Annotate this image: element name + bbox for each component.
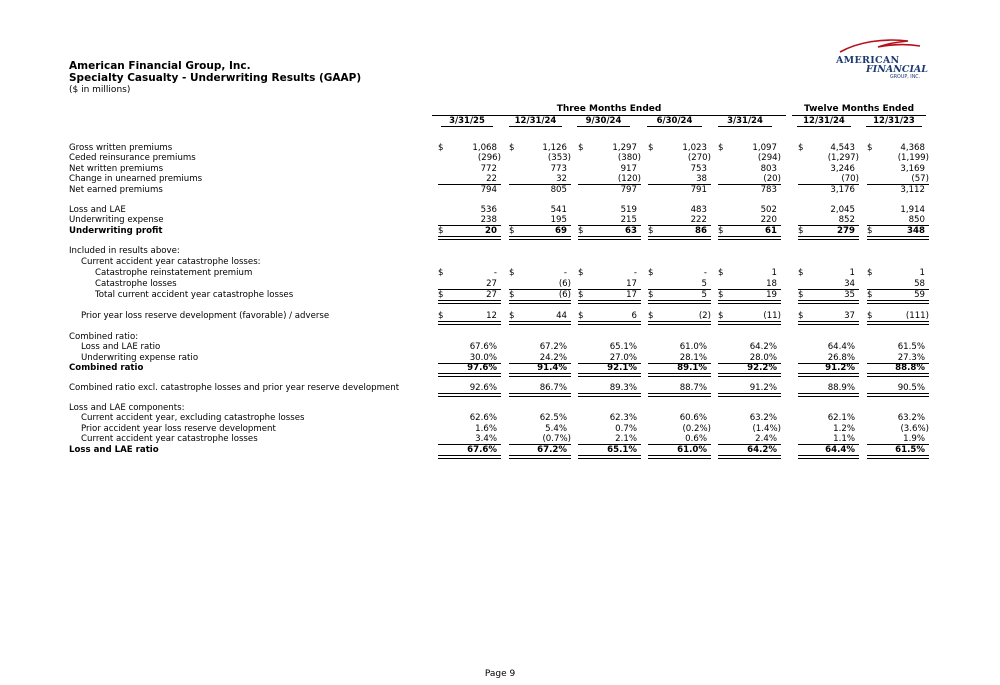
value-cell: 753 bbox=[690, 164, 707, 174]
value-cell: 27 bbox=[486, 279, 497, 289]
total-double-underline bbox=[578, 321, 641, 325]
currency-symbol: $ bbox=[648, 143, 654, 153]
value-cell: 3,112 bbox=[900, 185, 925, 195]
total-double-underline bbox=[867, 455, 929, 459]
total-double-underline bbox=[798, 300, 859, 304]
row-label: Current accident year catastrophe losses bbox=[81, 434, 258, 444]
currency-symbol: $ bbox=[867, 290, 873, 300]
currency-symbol: $ bbox=[867, 311, 873, 321]
value-cell: 20 bbox=[485, 226, 497, 236]
value-cell: 1,097 bbox=[752, 143, 777, 153]
total-double-underline bbox=[718, 321, 781, 325]
row-label: Included in results above: bbox=[69, 246, 180, 256]
table-row bbox=[0, 153, 1000, 164]
value-cell: 26.8% bbox=[827, 353, 855, 363]
currency-symbol: $ bbox=[648, 311, 654, 321]
row-label: Loss and LAE components: bbox=[69, 403, 185, 413]
value-cell: 536 bbox=[480, 205, 497, 215]
value-cell: 783 bbox=[760, 185, 777, 195]
column-header: 3/31/25 bbox=[449, 116, 485, 126]
value-cell: 279 bbox=[837, 226, 855, 236]
value-cell: 1.6% bbox=[475, 424, 497, 434]
value-cell: 1,023 bbox=[682, 143, 707, 153]
value-cell: 1,914 bbox=[900, 205, 925, 215]
value-cell: 22 bbox=[486, 174, 497, 184]
value-cell: 89.1% bbox=[677, 363, 707, 373]
column-header-underline bbox=[866, 126, 922, 127]
total-double-underline bbox=[798, 236, 859, 240]
value-cell: 67.6% bbox=[469, 342, 497, 352]
value-cell: 1 bbox=[849, 268, 855, 278]
value-cell: 64.2% bbox=[749, 342, 777, 352]
total-double-underline bbox=[718, 393, 781, 397]
value-cell: (2) bbox=[698, 311, 711, 321]
table-row bbox=[0, 342, 1000, 353]
total-double-underline bbox=[438, 455, 501, 459]
value-cell: 17 bbox=[626, 279, 637, 289]
currency-symbol: $ bbox=[798, 143, 804, 153]
value-cell: 772 bbox=[480, 164, 497, 174]
value-cell: 1.9% bbox=[903, 434, 925, 444]
value-cell: 63 bbox=[625, 226, 637, 236]
value-cell: 5.4% bbox=[545, 424, 567, 434]
currency-symbol: $ bbox=[438, 290, 444, 300]
total-double-underline bbox=[648, 321, 711, 325]
total-double-underline bbox=[438, 300, 501, 304]
company-logo bbox=[830, 38, 930, 80]
value-cell: 917 bbox=[620, 164, 637, 174]
value-cell: 791 bbox=[690, 185, 707, 195]
column-header: 12/31/23 bbox=[873, 116, 915, 126]
total-double-underline bbox=[798, 321, 859, 325]
value-cell: 90.5% bbox=[897, 383, 925, 393]
currency-symbol: $ bbox=[438, 311, 444, 321]
value-cell: 88.7% bbox=[679, 383, 707, 393]
value-cell: 502 bbox=[760, 205, 777, 215]
value-cell: (1,297) bbox=[827, 153, 859, 163]
value-cell: (111) bbox=[905, 311, 929, 321]
value-cell: 32 bbox=[556, 174, 567, 184]
value-cell: 773 bbox=[550, 164, 567, 174]
total-double-underline bbox=[867, 393, 929, 397]
currency-symbol: $ bbox=[438, 226, 444, 236]
row-label: Loss and LAE bbox=[69, 205, 126, 215]
column-header: 12/31/24 bbox=[514, 116, 557, 126]
value-cell: 92.1% bbox=[607, 363, 637, 373]
value-cell: 4,368 bbox=[900, 143, 925, 153]
value-cell: 27 bbox=[486, 290, 497, 300]
value-cell: (6) bbox=[558, 290, 571, 300]
row-label: Loss and LAE ratio bbox=[81, 342, 161, 352]
value-cell: 3.4% bbox=[475, 434, 497, 444]
currency-symbol: $ bbox=[718, 226, 724, 236]
logo-text-group: GROUP, INC. bbox=[890, 75, 921, 80]
row-label: Loss and LAE ratio bbox=[69, 445, 159, 455]
value-cell: 59 bbox=[914, 290, 925, 300]
value-cell: 58 bbox=[914, 279, 925, 289]
group-header-three-months: Three Months Ended bbox=[556, 104, 662, 114]
total-double-underline bbox=[438, 321, 501, 325]
value-cell: 0.6% bbox=[685, 434, 707, 444]
total-double-underline bbox=[867, 300, 929, 304]
total-double-underline bbox=[509, 300, 571, 304]
column-header: 12/31/24 bbox=[803, 116, 845, 126]
report-title: Specialty Casualty - Underwriting Results (GAAP) bbox=[69, 72, 362, 84]
value-cell: 61.5% bbox=[895, 445, 925, 455]
row-label: Combined ratio bbox=[69, 363, 144, 373]
column-header-underline bbox=[577, 126, 630, 127]
total-double-underline bbox=[867, 321, 929, 325]
value-cell: 89.3% bbox=[609, 383, 637, 393]
row-label: Total current accident year catastrophe losses bbox=[95, 290, 294, 300]
currency-symbol: $ bbox=[578, 268, 584, 278]
currency-symbol: $ bbox=[718, 143, 724, 153]
value-cell: 3,169 bbox=[900, 164, 925, 174]
table-row bbox=[0, 290, 1000, 301]
value-cell: 64.4% bbox=[825, 445, 855, 455]
value-cell: 28.1% bbox=[679, 353, 707, 363]
value-cell: - bbox=[703, 268, 707, 278]
row-label: Underwriting expense ratio bbox=[81, 353, 199, 363]
total-double-underline bbox=[867, 373, 929, 377]
total-double-underline bbox=[509, 455, 571, 459]
total-double-underline bbox=[648, 393, 711, 397]
column-header-underline bbox=[441, 126, 493, 127]
value-cell: - bbox=[633, 268, 637, 278]
currency-symbol: $ bbox=[509, 143, 515, 153]
total-double-underline bbox=[648, 236, 711, 240]
currency-symbol: $ bbox=[438, 143, 444, 153]
value-cell: 541 bbox=[550, 205, 567, 215]
currency-symbol: $ bbox=[648, 290, 654, 300]
value-cell: 34 bbox=[844, 279, 855, 289]
row-label: Change in unearned premiums bbox=[69, 174, 203, 184]
value-cell: 1 bbox=[771, 268, 777, 278]
row-label: Net written premiums bbox=[69, 164, 164, 174]
column-header: 9/30/24 bbox=[585, 116, 622, 126]
total-double-underline bbox=[438, 236, 501, 240]
row-label: Current accident year, excluding catastrophe losses bbox=[81, 413, 305, 423]
value-cell: 195 bbox=[550, 215, 567, 225]
total-double-underline bbox=[798, 373, 859, 377]
value-cell: 1.1% bbox=[833, 434, 855, 444]
value-cell: 64.2% bbox=[747, 445, 777, 455]
value-cell: 17 bbox=[626, 290, 637, 300]
currency-symbol: $ bbox=[438, 268, 444, 278]
currency-symbol: $ bbox=[578, 226, 584, 236]
value-cell: 65.1% bbox=[607, 445, 637, 455]
value-cell: 220 bbox=[760, 215, 777, 225]
total-double-underline bbox=[509, 236, 571, 240]
currency-symbol: $ bbox=[578, 143, 584, 153]
value-cell: 67.2% bbox=[537, 445, 567, 455]
value-cell: 215 bbox=[620, 215, 637, 225]
column-header-underline bbox=[509, 126, 562, 127]
value-cell: (1,199) bbox=[897, 153, 929, 163]
value-cell: 37 bbox=[844, 311, 855, 321]
row-label: Prior year loss reserve development (favorable) / adverse bbox=[81, 311, 330, 321]
table-row bbox=[0, 311, 1000, 322]
currency-symbol: $ bbox=[798, 311, 804, 321]
currency-symbol: $ bbox=[867, 143, 873, 153]
total-double-underline bbox=[578, 300, 641, 304]
value-cell: - bbox=[493, 268, 497, 278]
value-cell: 2,045 bbox=[830, 205, 855, 215]
value-cell: 67.6% bbox=[467, 445, 497, 455]
total-double-underline bbox=[718, 373, 781, 377]
value-cell: 12 bbox=[486, 311, 497, 321]
value-cell: 19 bbox=[766, 290, 777, 300]
value-cell: (120) bbox=[617, 174, 641, 184]
total-double-underline bbox=[798, 455, 859, 459]
value-cell: 803 bbox=[760, 164, 777, 174]
row-label: Net earned premiums bbox=[69, 185, 163, 195]
value-cell: - bbox=[563, 268, 567, 278]
total-double-underline bbox=[718, 300, 781, 304]
value-cell: 30.0% bbox=[469, 353, 497, 363]
value-cell: 92.6% bbox=[469, 383, 497, 393]
row-label: Ceded reinsurance premiums bbox=[69, 153, 196, 163]
value-cell: 27.3% bbox=[897, 353, 925, 363]
value-cell: (11) bbox=[763, 311, 781, 321]
value-cell: 483 bbox=[690, 205, 707, 215]
units-note: ($ in millions) bbox=[69, 85, 131, 95]
value-cell: 3,246 bbox=[830, 164, 855, 174]
value-cell: 88.9% bbox=[827, 383, 855, 393]
table-row bbox=[0, 215, 1000, 226]
column-header-underline bbox=[647, 126, 702, 127]
table-row bbox=[0, 434, 1000, 445]
currency-symbol: $ bbox=[509, 290, 515, 300]
value-cell: 519 bbox=[620, 205, 637, 215]
value-cell: 61.0% bbox=[679, 342, 707, 352]
currency-symbol: $ bbox=[798, 268, 804, 278]
value-cell: 6 bbox=[631, 311, 637, 321]
value-cell: 348 bbox=[907, 226, 925, 236]
value-cell: 92.2% bbox=[747, 363, 777, 373]
table-row bbox=[0, 279, 1000, 290]
total-double-underline bbox=[578, 373, 641, 377]
total-double-underline bbox=[509, 321, 571, 325]
currency-symbol: $ bbox=[509, 226, 515, 236]
value-cell: 67.2% bbox=[539, 342, 567, 352]
value-cell: 27.0% bbox=[609, 353, 637, 363]
total-double-underline bbox=[578, 236, 641, 240]
value-cell: (294) bbox=[757, 153, 781, 163]
table-row bbox=[0, 413, 1000, 424]
value-cell: 852 bbox=[838, 215, 855, 225]
total-double-underline bbox=[578, 455, 641, 459]
value-cell: 88.8% bbox=[895, 363, 925, 373]
total-double-underline bbox=[509, 373, 571, 377]
value-cell: (0.2%) bbox=[682, 424, 711, 434]
table-row bbox=[0, 383, 1000, 394]
value-cell: 3,176 bbox=[830, 185, 855, 195]
value-cell: 28.0% bbox=[749, 353, 777, 363]
value-cell: (1.4%) bbox=[752, 424, 781, 434]
value-cell: (296) bbox=[477, 153, 501, 163]
table-row bbox=[0, 445, 1000, 456]
value-cell: 61.0% bbox=[677, 445, 707, 455]
value-cell: 62.5% bbox=[539, 413, 567, 423]
value-cell: 38 bbox=[696, 174, 707, 184]
row-label: Catastrophe losses bbox=[95, 279, 177, 289]
row-label: Prior accident year loss reserve development bbox=[81, 424, 276, 434]
currency-symbol: $ bbox=[509, 311, 515, 321]
value-cell: 62.1% bbox=[827, 413, 855, 423]
currency-symbol: $ bbox=[578, 311, 584, 321]
value-cell: (0.7%) bbox=[542, 434, 571, 444]
value-cell: 5 bbox=[701, 290, 707, 300]
total-double-underline bbox=[648, 455, 711, 459]
value-cell: 5 bbox=[701, 279, 707, 289]
currency-symbol: $ bbox=[648, 226, 654, 236]
value-cell: 1,297 bbox=[612, 143, 637, 153]
row-label: Combined ratio: bbox=[69, 332, 139, 342]
row-label: Combined ratio excl. catastrophe losses and prior year reserve development bbox=[69, 383, 400, 393]
value-cell: 1 bbox=[919, 268, 925, 278]
total-double-underline bbox=[578, 393, 641, 397]
value-cell: (380) bbox=[617, 153, 641, 163]
value-cell: 61.5% bbox=[897, 342, 925, 352]
currency-symbol: $ bbox=[718, 290, 724, 300]
company-name: American Financial Group, Inc. bbox=[69, 60, 251, 72]
value-cell: 64.4% bbox=[827, 342, 855, 352]
table-row bbox=[0, 363, 1000, 374]
value-cell: 238 bbox=[480, 215, 497, 225]
row-label: Catastrophe reinstatement premium bbox=[95, 268, 253, 278]
table-row bbox=[0, 185, 1000, 196]
value-cell: 86 bbox=[695, 226, 707, 236]
value-cell: 63.2% bbox=[897, 413, 925, 423]
value-cell: 91.2% bbox=[825, 363, 855, 373]
value-cell: 24.2% bbox=[539, 353, 567, 363]
currency-symbol: $ bbox=[718, 268, 724, 278]
value-cell: 44 bbox=[556, 311, 567, 321]
row-label: Underwriting expense bbox=[69, 215, 164, 225]
value-cell: 97.6% bbox=[467, 363, 497, 373]
currency-symbol: $ bbox=[867, 268, 873, 278]
value-cell: (270) bbox=[687, 153, 711, 163]
value-cell: 2.4% bbox=[755, 434, 777, 444]
value-cell: (3.6%) bbox=[900, 424, 929, 434]
value-cell: 69 bbox=[555, 226, 567, 236]
value-cell: 1,126 bbox=[542, 143, 567, 153]
value-cell: 222 bbox=[690, 215, 707, 225]
value-cell: 61 bbox=[765, 226, 777, 236]
value-cell: 0.7% bbox=[615, 424, 637, 434]
currency-symbol: $ bbox=[718, 311, 724, 321]
value-cell: 63.2% bbox=[749, 413, 777, 423]
total-double-underline bbox=[798, 393, 859, 397]
value-cell: 850 bbox=[908, 215, 925, 225]
currency-symbol: $ bbox=[578, 290, 584, 300]
currency-symbol: $ bbox=[867, 226, 873, 236]
value-cell: 18 bbox=[766, 279, 777, 289]
table-row bbox=[0, 246, 1000, 257]
value-cell: (70) bbox=[841, 174, 859, 184]
value-cell: 35 bbox=[844, 290, 855, 300]
row-label: Gross written premiums bbox=[69, 143, 173, 153]
value-cell: 60.6% bbox=[679, 413, 707, 423]
value-cell: 794 bbox=[480, 185, 497, 195]
currency-symbol: $ bbox=[798, 290, 804, 300]
value-cell: 805 bbox=[550, 185, 567, 195]
column-header: 3/31/24 bbox=[727, 116, 763, 126]
value-cell: 2.1% bbox=[615, 434, 637, 444]
value-cell: 797 bbox=[620, 185, 637, 195]
value-cell: (57) bbox=[911, 174, 929, 184]
value-cell: 62.6% bbox=[469, 413, 497, 423]
row-label: Underwriting profit bbox=[69, 226, 163, 236]
value-cell: 1.2% bbox=[833, 424, 855, 434]
group-header-twelve-months: Twelve Months Ended bbox=[803, 104, 915, 114]
table-row bbox=[0, 268, 1000, 279]
row-label: Current accident year catastrophe losses: bbox=[81, 257, 261, 267]
total-double-underline bbox=[438, 373, 501, 377]
value-cell: 65.1% bbox=[609, 342, 637, 352]
value-cell: (353) bbox=[547, 153, 571, 163]
value-cell: 91.2% bbox=[749, 383, 777, 393]
total-double-underline bbox=[718, 455, 781, 459]
currency-symbol: $ bbox=[648, 268, 654, 278]
total-double-underline bbox=[867, 236, 929, 240]
value-cell: 62.3% bbox=[609, 413, 637, 423]
value-cell: 4,543 bbox=[830, 143, 855, 153]
column-header: 6/30/24 bbox=[656, 116, 693, 126]
table-row bbox=[0, 174, 1000, 185]
currency-symbol: $ bbox=[798, 226, 804, 236]
total-double-underline bbox=[648, 373, 711, 377]
value-cell: 91.4% bbox=[537, 363, 567, 373]
total-double-underline bbox=[438, 393, 501, 397]
logo-text-financial: FINANCIAL bbox=[866, 64, 928, 75]
page-number: Page 9 bbox=[484, 669, 516, 679]
value-cell: 86.7% bbox=[539, 383, 567, 393]
logo-swoosh-icon bbox=[838, 38, 922, 56]
currency-symbol: $ bbox=[509, 268, 515, 278]
total-double-underline bbox=[648, 300, 711, 304]
logo-text-american: AMERICAN bbox=[836, 55, 900, 66]
total-double-underline bbox=[718, 236, 781, 240]
column-header-underline bbox=[718, 126, 772, 127]
value-cell: (20) bbox=[763, 174, 781, 184]
total-double-underline bbox=[509, 393, 571, 397]
value-cell: (6) bbox=[558, 279, 571, 289]
value-cell: 1,068 bbox=[472, 143, 497, 153]
column-header-underline bbox=[797, 126, 851, 127]
table-row bbox=[0, 226, 1000, 237]
table-row bbox=[0, 257, 1000, 268]
